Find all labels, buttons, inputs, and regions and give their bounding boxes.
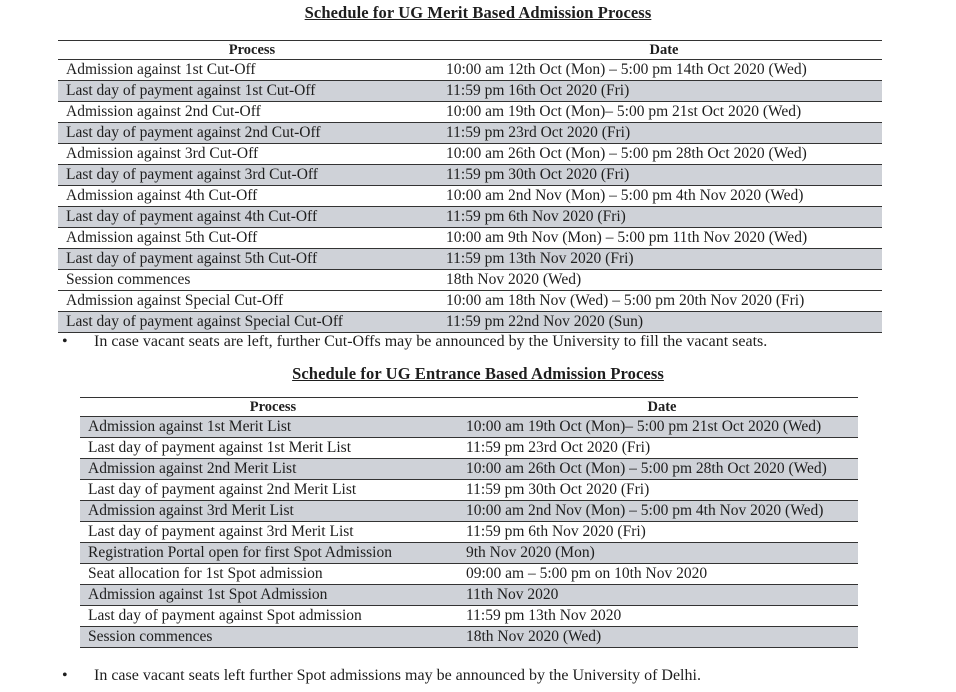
date-column-header: Date [438, 41, 882, 60]
process-cell: Last day of payment against Spot admission [80, 606, 458, 627]
table-row [58, 270, 882, 291]
table-row [58, 165, 882, 186]
process-cell: Last day of payment against 4th Cut-Off [58, 207, 438, 228]
date-cell: 10:00 am 19th Oct (Mon)– 5:00 pm 21st Oct 2020 (Wed) [458, 417, 858, 438]
process-cell: Last day of payment against 3rd Cut-Off [58, 165, 438, 186]
process-column-header: Process [58, 41, 438, 60]
date-cell: 10:00 am 26th Oct (Mon) – 5:00 pm 28th Oct 2020 (Wed) [438, 144, 882, 165]
process-cell: Admission against 5th Cut-Off [58, 228, 438, 249]
table-row [58, 312, 882, 333]
date-cell: 11:59 pm 23rd Oct 2020 (Fri) [438, 123, 882, 144]
process-cell: Admission against 4th Cut-Off [58, 186, 438, 207]
bullet-icon: • [62, 667, 68, 684]
table-row [80, 543, 858, 564]
merit-schedule-table [58, 40, 882, 333]
date-column-header: Date [458, 398, 858, 417]
table-row [58, 123, 882, 144]
date-cell: 10:00 am 18th Nov (Wed) – 5:00 pm 20th Nov 2020 (Fri) [438, 291, 882, 312]
process-cell: Last day of payment against 2nd Merit List [80, 480, 458, 501]
table-row [58, 81, 882, 102]
table-row [80, 585, 858, 606]
date-cell: 11th Nov 2020 [458, 585, 858, 606]
table-header-row [80, 398, 858, 417]
date-cell: 11:59 pm 22nd Nov 2020 (Sun) [438, 312, 882, 333]
date-cell: 10:00 am 2nd Nov (Mon) – 5:00 pm 4th Nov 2020 (Wed) [438, 186, 882, 207]
date-cell: 10:00 am 9th Nov (Mon) – 5:00 pm 11th Nov 2020 (Wed) [438, 228, 882, 249]
date-cell: 11:59 pm 30th Oct 2020 (Fri) [438, 165, 882, 186]
date-cell: 10:00 am 26th Oct (Mon) – 5:00 pm 28th Oct 2020 (Wed) [458, 459, 858, 480]
process-cell: Last day of payment against 5th Cut-Off [58, 249, 438, 270]
date-cell: 10:00 am 2nd Nov (Mon) – 5:00 pm 4th Nov 2020 (Wed) [458, 501, 858, 522]
merit-note-text: In case vacant seats are left, further Cut-Offs may be announced by the University to fill the vacant seats. [94, 333, 768, 350]
process-column-header: Process [80, 398, 458, 417]
table-row [58, 186, 882, 207]
process-cell: Last day of payment against 3rd Merit List [80, 522, 458, 543]
table-row [80, 438, 858, 459]
table-row [80, 606, 858, 627]
table-row [80, 564, 858, 585]
date-cell: 11:59 pm 13th Nov 2020 (Fri) [438, 249, 882, 270]
date-cell: 18th Nov 2020 (Wed) [438, 270, 882, 291]
process-cell: Admission against 1st Cut-Off [58, 60, 438, 81]
table-row [80, 522, 858, 543]
merit-schedule-title: Schedule for UG Merit Based Admission Process [304, 3, 652, 22]
date-cell: 11:59 pm 30th Oct 2020 (Fri) [458, 480, 858, 501]
table-row [80, 417, 858, 438]
process-cell: Last day of payment against 1st Cut-Off [58, 81, 438, 102]
process-cell: Admission against 3rd Merit List [80, 501, 458, 522]
process-cell: Last day of payment against Special Cut-Off [58, 312, 438, 333]
table-row [80, 459, 858, 480]
table-header-row [58, 41, 882, 60]
date-cell: 10:00 am 12th Oct (Mon) – 5:00 pm 14th Oct 2020 (Wed) [438, 60, 882, 81]
date-cell: 9th Nov 2020 (Mon) [458, 543, 858, 564]
table-row [58, 144, 882, 165]
date-cell: 11:59 pm 6th Nov 2020 (Fri) [438, 207, 882, 228]
process-cell: Last day of payment against 2nd Cut-Off [58, 123, 438, 144]
process-cell: Admission against 2nd Cut-Off [58, 102, 438, 123]
process-cell: Admission against Special Cut-Off [58, 291, 438, 312]
process-cell: Admission against 1st Spot Admission [80, 585, 458, 606]
table-row [58, 291, 882, 312]
date-cell: 09:00 am – 5:00 pm on 10th Nov 2020 [458, 564, 858, 585]
table-row [80, 480, 858, 501]
bullet-icon: • [62, 333, 68, 350]
process-cell: Admission against 3rd Cut-Off [58, 144, 438, 165]
process-cell: Session commences [80, 627, 458, 648]
entrance-schedule-table [80, 397, 858, 648]
process-cell: Admission against 2nd Merit List [80, 459, 458, 480]
date-cell: 11:59 pm 16th Oct 2020 (Fri) [438, 81, 882, 102]
entrance-note-text: In case vacant seats left further Spot admissions may be announced by the University of Delhi. [94, 667, 701, 684]
date-cell: 11:59 pm 6th Nov 2020 (Fri) [458, 522, 858, 543]
table-row [58, 207, 882, 228]
table-row [58, 249, 882, 270]
table-row [80, 501, 858, 522]
date-cell: 18th Nov 2020 (Wed) [458, 627, 858, 648]
process-cell: Seat allocation for 1st Spot admission [80, 564, 458, 585]
entrance-schedule-title: Schedule for UG Entrance Based Admission Process [292, 364, 664, 383]
table-row [58, 60, 882, 81]
process-cell: Session commences [58, 270, 438, 291]
process-cell: Admission against 1st Merit List [80, 417, 458, 438]
table-row [80, 627, 858, 648]
process-cell: Last day of payment against 1st Merit List [80, 438, 458, 459]
date-cell: 10:00 am 19th Oct (Mon)– 5:00 pm 21st Oct 2020 (Wed) [438, 102, 882, 123]
date-cell: 11:59 pm 23rd Oct 2020 (Fri) [458, 438, 858, 459]
table-row [58, 228, 882, 249]
process-cell: Registration Portal open for first Spot Admission [80, 543, 458, 564]
date-cell: 11:59 pm 13th Nov 2020 [458, 606, 858, 627]
table-row [58, 102, 882, 123]
